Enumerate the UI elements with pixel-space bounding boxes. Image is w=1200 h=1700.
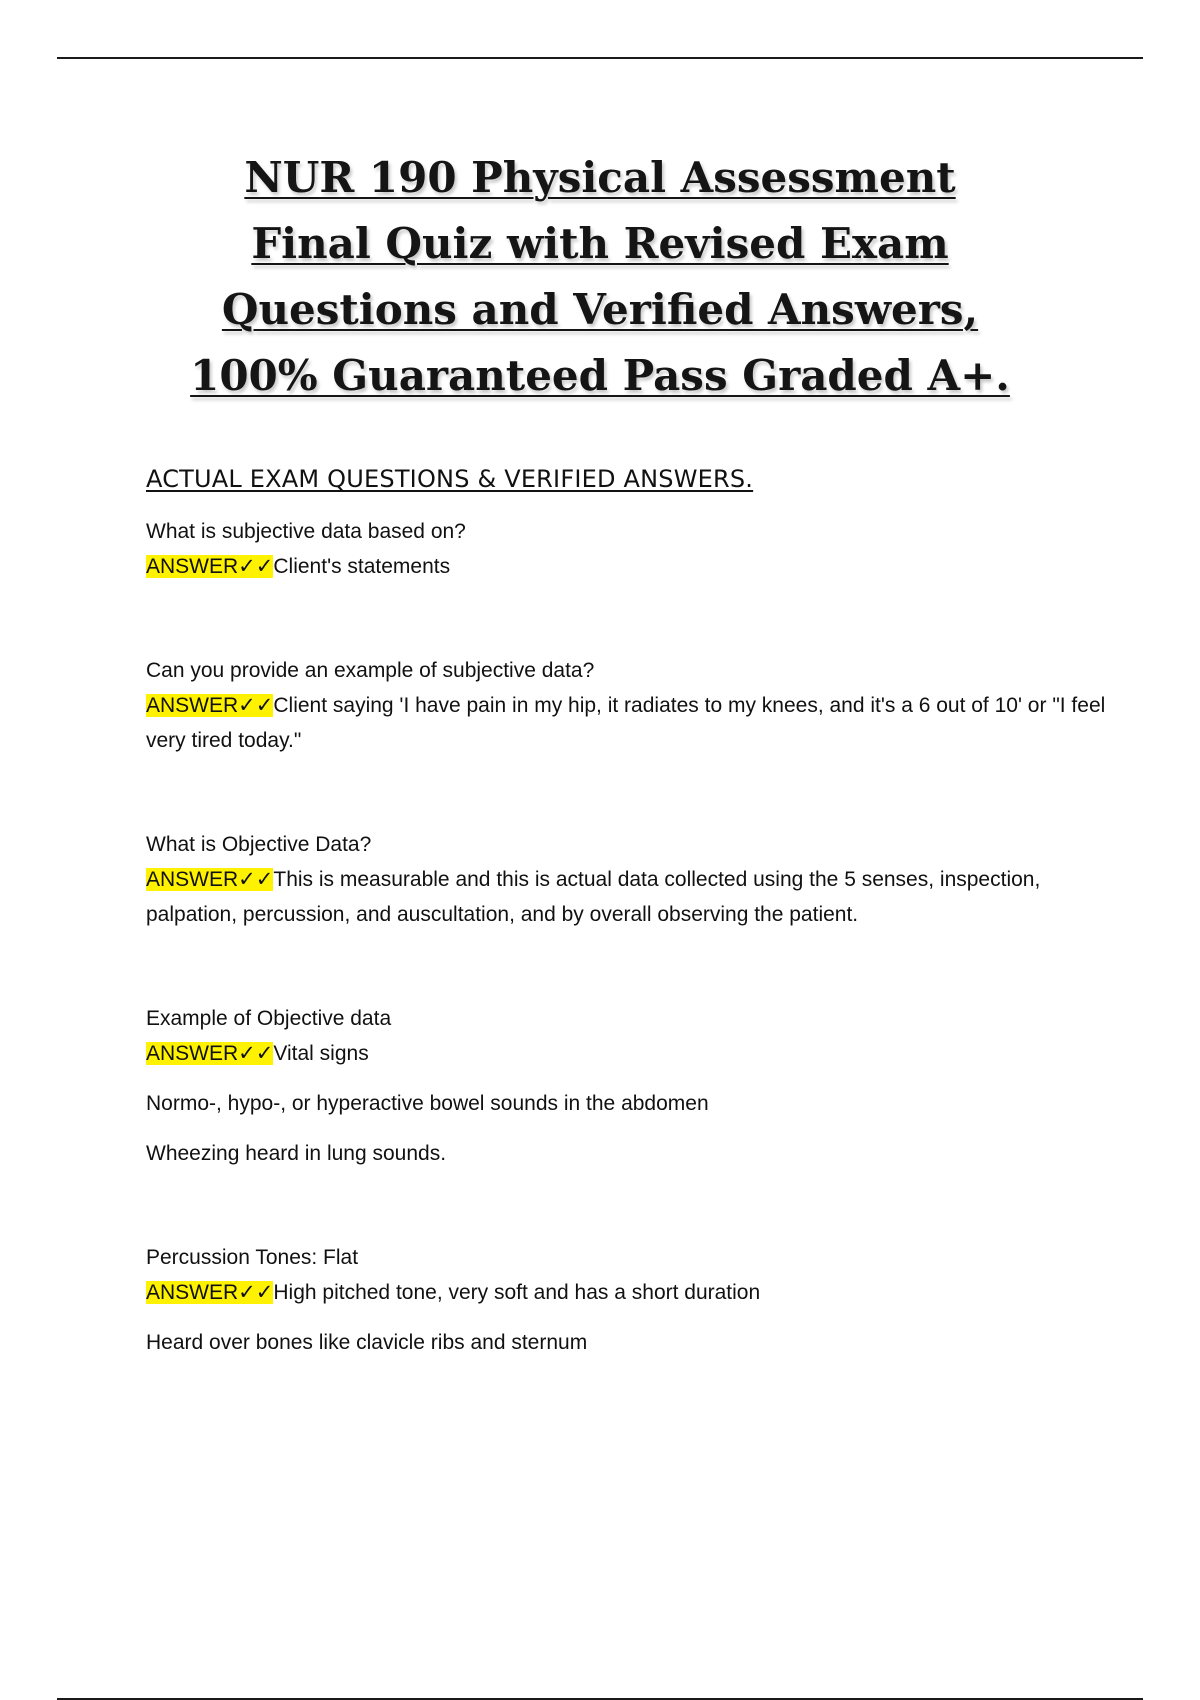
answer-text [146, 1036, 1106, 1071]
answer-tag: ANSWER✓✓ [146, 1281, 274, 1304]
question-text: Percussion Tones: Flat [146, 1246, 359, 1269]
answer-tag: ANSWER✓✓ [146, 555, 274, 578]
qa-item [146, 1001, 1106, 1171]
title-line: 100% Guaranteed Pass Graded A+. [190, 351, 1010, 400]
answer-tag: ANSWER✓✓ [146, 694, 274, 717]
answer-text [146, 862, 1106, 932]
question-text: What is subjective data based on? [146, 520, 466, 543]
question-text: What is Objective Data? [146, 833, 372, 856]
qa-item [146, 653, 1106, 758]
answer-body: Client's statements [273, 555, 451, 578]
question-text: Example of Objective data [146, 1007, 392, 1030]
answer-detail: Heard over bones like clavicle ribs and sternum [146, 1331, 588, 1354]
answer-detail: Wheezing heard in lung sounds. [146, 1142, 447, 1165]
answer-body: High pitched tone, very soft and has a short duration [273, 1281, 761, 1304]
title-line: NUR 190 Physical Assessment [244, 153, 956, 202]
question-text: Can you provide an example of subjective data? [146, 659, 595, 682]
answer-text [146, 549, 1106, 584]
title-line: Final Quiz with Revised Exam [251, 219, 949, 268]
answer-tag: ANSWER✓✓ [146, 1042, 274, 1065]
answer-text [146, 688, 1106, 758]
top-rule [57, 57, 1143, 59]
answer-body: This is measurable and this is actual data collected using the 5 senses, inspection, palpation, percussion, and auscultation, and by overall observing the patient. [146, 868, 1041, 926]
document-title [130, 145, 1070, 409]
answer-body: Vital signs [273, 1042, 369, 1065]
answer-text [146, 1275, 1106, 1310]
section-heading: ACTUAL EXAM QUESTIONS & VERIFIED ANSWERS. [146, 465, 754, 493]
qa-item [146, 514, 1106, 584]
answer-detail: Normo-, hypo-, or hyperactive bowel sounds in the abdomen [146, 1092, 709, 1115]
answer-tag: ANSWER✓✓ [146, 868, 274, 891]
document-body [146, 460, 1106, 1360]
title-line: Questions and Verified Answers, [221, 285, 979, 334]
answer-body: Client saying 'I have pain in my hip, it radiates to my knees, and it's a 6 out of 10' or "I feel very tired today." [146, 694, 1106, 752]
qa-item [146, 827, 1106, 932]
qa-item [146, 1240, 1106, 1360]
